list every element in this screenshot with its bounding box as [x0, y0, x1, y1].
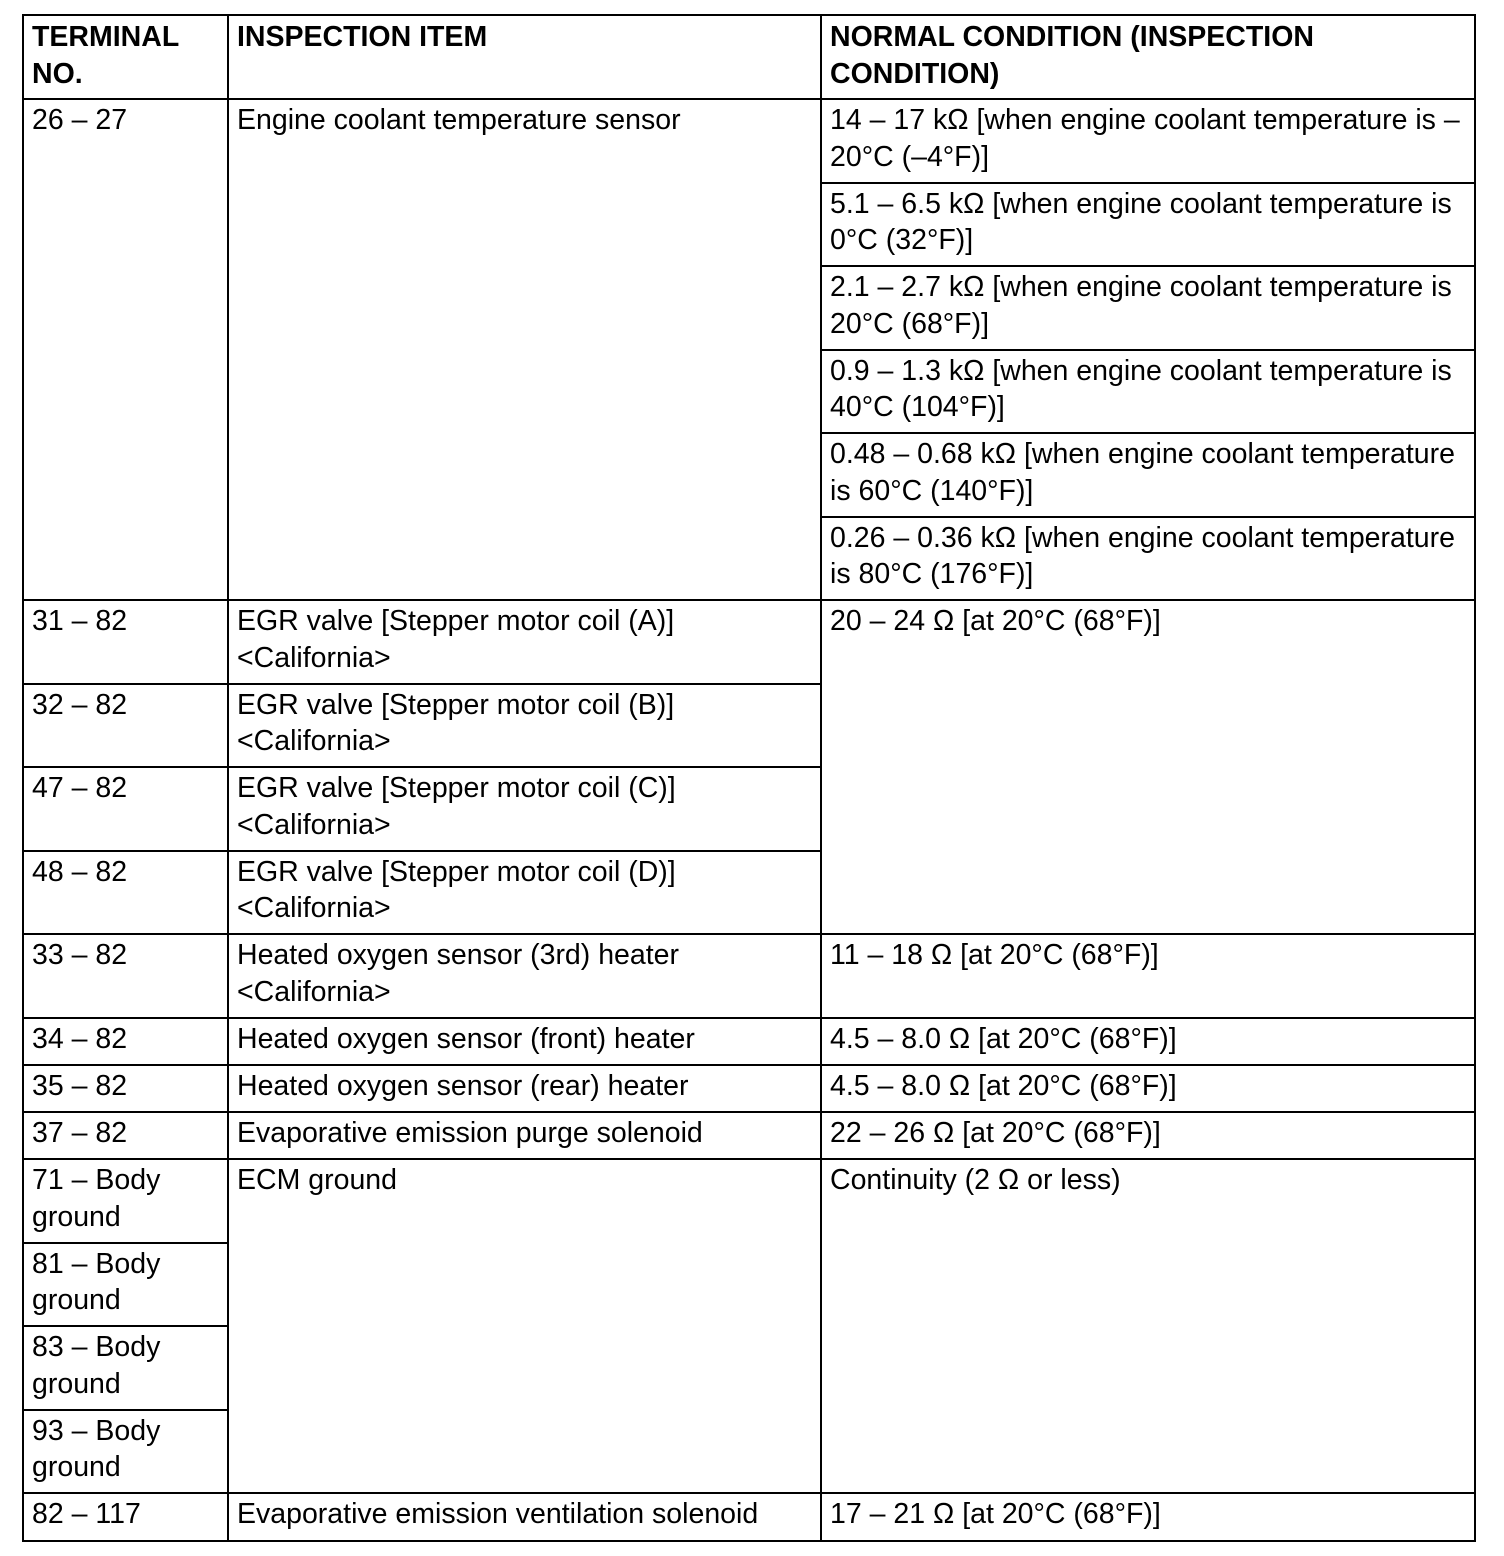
header-row	[23, 15, 1475, 99]
terminal-cell: 37 – 82	[23, 1112, 228, 1159]
terminal-cell: 83 – Body ground	[23, 1326, 228, 1410]
condition-cell: 20 – 24 Ω [at 20°C (68°F)]	[821, 600, 1475, 934]
condition-cell: 5.1 – 6.5 kΩ [when engine coolant temperature is 0°C (32°F)]	[821, 183, 1475, 267]
item-cell: Evaporative emission purge solenoid	[228, 1112, 821, 1159]
terminal-cell: 34 – 82	[23, 1018, 228, 1065]
terminal-cell: 93 – Body ground	[23, 1410, 228, 1494]
item-cell: ECM ground	[228, 1159, 821, 1493]
item-cell: Engine coolant temperature sensor	[228, 99, 821, 600]
terminal-cell: 48 – 82	[23, 851, 228, 935]
condition-cell: Continuity (2 Ω or less)	[821, 1159, 1475, 1493]
table-row	[23, 99, 1475, 183]
inspection-table	[22, 14, 1476, 1542]
header-condition: NORMAL CONDITION (INSPECTION CONDITION)	[821, 15, 1475, 99]
terminal-cell: 71 – Body ground	[23, 1159, 228, 1243]
item-cell: EGR valve [Stepper motor coil (B)] <California>	[228, 684, 821, 768]
condition-cell: 0.48 – 0.68 kΩ [when engine coolant temperature is 60°C (140°F)]	[821, 433, 1475, 517]
condition-cell: 0.9 – 1.3 kΩ [when engine coolant temperature is 40°C (104°F)]	[821, 350, 1475, 434]
condition-cell: 17 – 21 Ω [at 20°C (68°F)]	[821, 1493, 1475, 1540]
header-terminal: TERMINAL NO.	[23, 15, 228, 99]
condition-cell: 4.5 – 8.0 Ω [at 20°C (68°F)]	[821, 1018, 1475, 1065]
item-cell: Heated oxygen sensor (3rd) heater <California>	[228, 934, 821, 1018]
terminal-cell: 81 – Body ground	[23, 1243, 228, 1327]
item-cell: EGR valve [Stepper motor coil (D)] <California>	[228, 851, 821, 935]
table-row	[23, 1112, 1475, 1159]
condition-cell: 22 – 26 Ω [at 20°C (68°F)]	[821, 1112, 1475, 1159]
terminal-cell: 26 – 27	[23, 99, 228, 600]
item-cell: Heated oxygen sensor (rear) heater	[228, 1065, 821, 1112]
table-row	[23, 934, 1475, 1018]
terminal-cell: 33 – 82	[23, 934, 228, 1018]
terminal-cell: 82 – 117	[23, 1493, 228, 1540]
terminal-cell: 32 – 82	[23, 684, 228, 768]
terminal-cell: 35 – 82	[23, 1065, 228, 1112]
terminal-cell: 31 – 82	[23, 600, 228, 684]
terminal-cell: 47 – 82	[23, 767, 228, 851]
item-cell: Evaporative emission ventilation solenoid	[228, 1493, 821, 1540]
condition-cell: 4.5 – 8.0 Ω [at 20°C (68°F)]	[821, 1065, 1475, 1112]
table-row	[23, 1159, 1475, 1243]
condition-cell: 14 – 17 kΩ [when engine coolant temperature is –20°C (–4°F)]	[821, 99, 1475, 183]
condition-cell: 0.26 – 0.36 kΩ [when engine coolant temperature is 80°C (176°F)]	[821, 517, 1475, 601]
item-cell: EGR valve [Stepper motor coil (A)] <California>	[228, 600, 821, 684]
table-row	[23, 1065, 1475, 1112]
table-row	[23, 600, 1475, 684]
condition-cell: 11 – 18 Ω [at 20°C (68°F)]	[821, 934, 1475, 1018]
table-row	[23, 1018, 1475, 1065]
header-item: INSPECTION ITEM	[228, 15, 821, 99]
item-cell: EGR valve [Stepper motor coil (C)] <California>	[228, 767, 821, 851]
table-row	[23, 1493, 1475, 1540]
condition-cell: 2.1 – 2.7 kΩ [when engine coolant temperature is 20°C (68°F)]	[821, 266, 1475, 350]
item-cell: Heated oxygen sensor (front) heater	[228, 1018, 821, 1065]
